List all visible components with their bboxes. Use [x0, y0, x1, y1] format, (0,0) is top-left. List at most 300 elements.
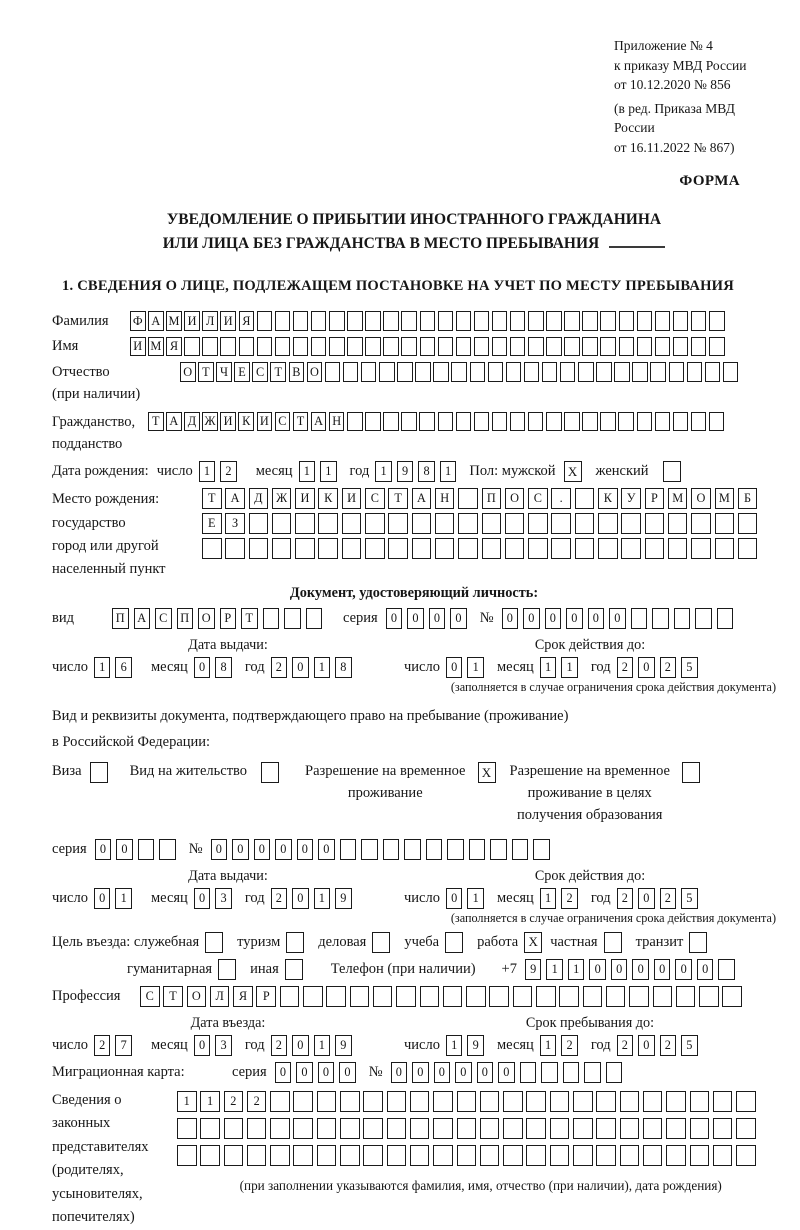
birth-year-digit-box[interactable]: 1 — [440, 461, 457, 482]
representative-char-box[interactable] — [690, 1145, 710, 1166]
citizenship-char-box[interactable]: И — [257, 412, 273, 432]
phone-digit-box[interactable]: 1 — [568, 959, 585, 980]
given-name-char-box[interactable]: Я — [166, 337, 182, 357]
surname-char-box[interactable] — [474, 311, 490, 331]
representative-char-box[interactable] — [480, 1091, 500, 1112]
doc-number-digit-box[interactable] — [652, 608, 669, 629]
phone-digit-box[interactable]: 0 — [611, 959, 628, 980]
residence-number-digit-box[interactable]: 0 — [232, 839, 249, 860]
representative-char-box[interactable] — [433, 1145, 453, 1166]
citizenship-char-box[interactable] — [600, 412, 616, 432]
doc-kind-char-box[interactable]: А — [134, 608, 151, 629]
doc-number-digit-box[interactable] — [631, 608, 648, 629]
doc-series-digit-box[interactable]: 0 — [450, 608, 467, 629]
residence-series-digit-box[interactable]: 0 — [95, 839, 112, 860]
migration-number-digit-box[interactable]: 0 — [498, 1062, 515, 1083]
entry-month-box[interactable]: 0 — [194, 1035, 211, 1056]
birth-place-char-box[interactable] — [202, 538, 222, 559]
birth-place-char-box[interactable] — [249, 513, 269, 534]
residence-number-digit-box[interactable] — [404, 839, 421, 860]
citizenship-char-box[interactable] — [383, 412, 399, 432]
representative-char-box[interactable] — [643, 1145, 663, 1166]
work-checkbox[interactable]: X — [524, 932, 542, 953]
surname-char-box[interactable]: А — [148, 311, 164, 331]
surname-char-box[interactable] — [673, 311, 689, 331]
given-name-char-box[interactable] — [220, 337, 236, 357]
doc-kind-char-box[interactable]: П — [177, 608, 194, 629]
surname-char-box[interactable] — [600, 311, 616, 331]
profession-char-box[interactable] — [629, 986, 649, 1007]
entry-year-box[interactable]: 2 — [271, 1035, 288, 1056]
identity-issue-year-box[interactable]: 8 — [335, 657, 352, 678]
representative-char-box[interactable] — [550, 1145, 570, 1166]
residence-permit-checkbox[interactable] — [261, 762, 279, 783]
citizenship-char-box[interactable] — [709, 412, 725, 432]
patronymic-char-box[interactable] — [578, 362, 594, 382]
representative-char-box[interactable]: 1 — [177, 1091, 197, 1112]
representative-char-box[interactable] — [690, 1091, 710, 1112]
birth-place-char-box[interactable] — [365, 513, 385, 534]
surname-char-box[interactable] — [365, 311, 381, 331]
surname-char-box[interactable] — [401, 311, 417, 331]
representative-char-box[interactable] — [526, 1118, 546, 1139]
identity-valid-year-box[interactable]: 0 — [638, 657, 655, 678]
patronymic-char-box[interactable] — [433, 362, 449, 382]
representative-char-box[interactable] — [620, 1118, 640, 1139]
patronymic-char-box[interactable]: Ч — [216, 362, 232, 382]
residence-issue-month-box[interactable]: 3 — [215, 888, 232, 909]
residence-valid-year-box[interactable]: 2 — [617, 888, 634, 909]
birth-place-char-box[interactable] — [598, 513, 618, 534]
birth-place-char-box[interactable] — [318, 513, 338, 534]
patronymic-char-box[interactable] — [632, 362, 648, 382]
birth-place-char-box[interactable]: Т — [388, 488, 408, 509]
residence-issue-month-box[interactable]: 0 — [194, 888, 211, 909]
patronymic-char-box[interactable] — [325, 362, 341, 382]
given-name-char-box[interactable] — [582, 337, 598, 357]
residence-valid-day-box[interactable]: 0 — [446, 888, 463, 909]
birth-place-char-box[interactable] — [738, 538, 758, 559]
representative-char-box[interactable] — [573, 1145, 593, 1166]
phone-digit-box[interactable]: 0 — [632, 959, 649, 980]
entry-month-box[interactable]: 3 — [215, 1035, 232, 1056]
citizenship-char-box[interactable]: К — [238, 412, 254, 432]
migration-number-digit-box[interactable]: 0 — [455, 1062, 472, 1083]
temporary-residence-checkbox[interactable]: X — [478, 762, 496, 783]
identity-valid-month-box[interactable]: 1 — [561, 657, 578, 678]
patronymic-char-box[interactable] — [705, 362, 721, 382]
tourism-checkbox[interactable] — [286, 932, 304, 953]
stay-year-box[interactable]: 2 — [660, 1035, 677, 1056]
given-name-char-box[interactable] — [510, 337, 526, 357]
residence-issue-year-box[interactable]: 1 — [314, 888, 331, 909]
residence-issue-year-box[interactable]: 9 — [335, 888, 352, 909]
citizenship-char-box[interactable]: А — [311, 412, 327, 432]
doc-number-digit-box[interactable]: 0 — [545, 608, 562, 629]
birth-year-digit-box[interactable]: 1 — [375, 461, 392, 482]
given-name-char-box[interactable] — [202, 337, 218, 357]
identity-valid-year-box[interactable]: 5 — [681, 657, 698, 678]
birth-place-char-box[interactable]: И — [295, 488, 315, 509]
surname-char-box[interactable] — [311, 311, 327, 331]
birth-place-char-box[interactable]: К — [598, 488, 618, 509]
doc-series-digit-box[interactable]: 0 — [429, 608, 446, 629]
citizenship-char-box[interactable]: И — [220, 412, 236, 432]
representative-char-box[interactable] — [317, 1091, 337, 1112]
patronymic-char-box[interactable] — [669, 362, 685, 382]
migration-number-digit-box[interactable] — [541, 1062, 558, 1083]
given-name-char-box[interactable] — [492, 337, 508, 357]
birth-place-char-box[interactable] — [645, 538, 665, 559]
patronymic-char-box[interactable]: Е — [234, 362, 250, 382]
surname-char-box[interactable]: Л — [202, 311, 218, 331]
residence-valid-month-box[interactable]: 2 — [561, 888, 578, 909]
doc-number-digit-box[interactable] — [695, 608, 712, 629]
patronymic-char-box[interactable] — [488, 362, 504, 382]
patronymic-char-box[interactable]: Т — [198, 362, 214, 382]
representative-char-box[interactable] — [457, 1091, 477, 1112]
citizenship-char-box[interactable]: Д — [184, 412, 200, 432]
given-name-char-box[interactable] — [709, 337, 725, 357]
birth-place-char-box[interactable] — [342, 538, 362, 559]
representative-char-box[interactable] — [200, 1118, 220, 1139]
residence-valid-year-box[interactable]: 0 — [638, 888, 655, 909]
birth-day-digit-box[interactable]: 1 — [199, 461, 216, 482]
given-name-char-box[interactable] — [456, 337, 472, 357]
profession-char-box[interactable] — [373, 986, 393, 1007]
entry-day-box[interactable]: 2 — [94, 1035, 111, 1056]
doc-kind-char-box[interactable] — [263, 608, 280, 629]
given-name-char-box[interactable] — [239, 337, 255, 357]
male-checkbox[interactable]: X — [564, 461, 582, 482]
representative-char-box[interactable] — [177, 1118, 197, 1139]
representative-char-box[interactable] — [690, 1118, 710, 1139]
representative-char-box[interactable] — [643, 1091, 663, 1112]
given-name-char-box[interactable] — [528, 337, 544, 357]
birth-month-digit-box[interactable]: 1 — [320, 461, 337, 482]
surname-char-box[interactable] — [347, 311, 363, 331]
surname-char-box[interactable] — [275, 311, 291, 331]
representative-char-box[interactable] — [573, 1118, 593, 1139]
residence-number-digit-box[interactable]: 0 — [275, 839, 292, 860]
doc-kind-char-box[interactable]: Р — [220, 608, 237, 629]
profession-char-box[interactable] — [653, 986, 673, 1007]
birth-place-char-box[interactable] — [412, 538, 432, 559]
representative-char-box[interactable] — [387, 1091, 407, 1112]
patronymic-char-box[interactable] — [524, 362, 540, 382]
migration-number-digit-box[interactable] — [584, 1062, 601, 1083]
patronymic-char-box[interactable] — [361, 362, 377, 382]
birth-place-char-box[interactable] — [621, 538, 641, 559]
profession-char-box[interactable]: О — [187, 986, 207, 1007]
representative-char-box[interactable] — [596, 1118, 616, 1139]
citizenship-char-box[interactable] — [474, 412, 490, 432]
representative-char-box[interactable] — [620, 1091, 640, 1112]
birth-place-char-box[interactable] — [388, 538, 408, 559]
birth-place-char-box[interactable]: Б — [738, 488, 758, 509]
birth-place-char-box[interactable] — [295, 513, 315, 534]
representative-char-box[interactable] — [340, 1091, 360, 1112]
given-name-char-box[interactable] — [365, 337, 381, 357]
patronymic-char-box[interactable] — [650, 362, 666, 382]
residence-number-digit-box[interactable] — [512, 839, 529, 860]
identity-valid-month-box[interactable]: 1 — [540, 657, 557, 678]
representative-char-box[interactable] — [363, 1091, 383, 1112]
given-name-char-box[interactable]: И — [130, 337, 146, 357]
patronymic-char-box[interactable] — [379, 362, 395, 382]
surname-char-box[interactable] — [582, 311, 598, 331]
doc-kind-char-box[interactable]: С — [155, 608, 172, 629]
citizenship-char-box[interactable] — [510, 412, 526, 432]
given-name-char-box[interactable] — [420, 337, 436, 357]
migration-number-digit-box[interactable] — [520, 1062, 537, 1083]
citizenship-char-box[interactable] — [419, 412, 435, 432]
residence-valid-year-box[interactable]: 2 — [660, 888, 677, 909]
given-name-char-box[interactable] — [184, 337, 200, 357]
stay-day-box[interactable]: 9 — [467, 1035, 484, 1056]
given-name-char-box[interactable]: М — [148, 337, 164, 357]
patronymic-char-box[interactable] — [596, 362, 612, 382]
representative-char-box[interactable] — [410, 1145, 430, 1166]
given-name-char-box[interactable] — [401, 337, 417, 357]
identity-issue-day-box[interactable]: 1 — [94, 657, 111, 678]
surname-char-box[interactable]: И — [220, 311, 236, 331]
phone-digit-box[interactable]: 0 — [654, 959, 671, 980]
doc-number-digit-box[interactable]: 0 — [566, 608, 583, 629]
doc-series-digit-box[interactable]: 0 — [407, 608, 424, 629]
stay-year-box[interactable]: 0 — [638, 1035, 655, 1056]
patronymic-char-box[interactable] — [723, 362, 739, 382]
migration-number-digit-box[interactable]: 0 — [412, 1062, 429, 1083]
birth-place-char-box[interactable]: К — [318, 488, 338, 509]
representative-char-box[interactable] — [666, 1118, 686, 1139]
birth-place-char-box[interactable]: О — [505, 488, 525, 509]
residence-valid-month-box[interactable]: 1 — [540, 888, 557, 909]
citizenship-char-box[interactable] — [582, 412, 598, 432]
birth-place-char-box[interactable]: М — [668, 488, 688, 509]
representative-char-box[interactable] — [666, 1145, 686, 1166]
representative-char-box[interactable] — [596, 1145, 616, 1166]
residence-number-digit-box[interactable] — [533, 839, 550, 860]
study-checkbox[interactable] — [445, 932, 463, 953]
surname-char-box[interactable] — [383, 311, 399, 331]
birth-place-char-box[interactable] — [668, 513, 688, 534]
representative-char-box[interactable] — [247, 1118, 267, 1139]
birth-place-char-box[interactable] — [342, 513, 362, 534]
surname-char-box[interactable] — [546, 311, 562, 331]
birth-place-char-box[interactable]: С — [528, 488, 548, 509]
migration-number-digit-box[interactable]: 0 — [434, 1062, 451, 1083]
patronymic-char-box[interactable] — [451, 362, 467, 382]
representative-char-box[interactable] — [293, 1145, 313, 1166]
representative-char-box[interactable] — [363, 1145, 383, 1166]
given-name-char-box[interactable] — [347, 337, 363, 357]
citizenship-char-box[interactable]: Н — [329, 412, 345, 432]
birth-month-digit-box[interactable]: 1 — [299, 461, 316, 482]
representative-char-box[interactable] — [340, 1118, 360, 1139]
representative-char-box[interactable]: 2 — [224, 1091, 244, 1112]
patronymic-char-box[interactable] — [542, 362, 558, 382]
citizenship-char-box[interactable] — [347, 412, 363, 432]
birth-place-char-box[interactable] — [458, 513, 478, 534]
birth-place-char-box[interactable] — [668, 538, 688, 559]
residence-number-digit-box[interactable] — [340, 839, 357, 860]
birth-place-char-box[interactable] — [435, 538, 455, 559]
migration-series-digit-box[interactable]: 0 — [318, 1062, 335, 1083]
representative-char-box[interactable] — [480, 1118, 500, 1139]
representative-char-box[interactable] — [526, 1091, 546, 1112]
surname-char-box[interactable] — [257, 311, 273, 331]
birth-place-char-box[interactable] — [412, 513, 432, 534]
birth-place-char-box[interactable] — [458, 488, 478, 509]
representative-char-box[interactable] — [410, 1118, 430, 1139]
representative-char-box[interactable] — [713, 1091, 733, 1112]
patronymic-char-box[interactable] — [470, 362, 486, 382]
birth-place-char-box[interactable]: . — [551, 488, 571, 509]
citizenship-char-box[interactable]: Т — [293, 412, 309, 432]
citizenship-char-box[interactable] — [655, 412, 671, 432]
birth-place-char-box[interactable]: О — [691, 488, 711, 509]
entry-year-box[interactable]: 1 — [314, 1035, 331, 1056]
representative-char-box[interactable] — [433, 1091, 453, 1112]
phone-digit-box[interactable]: 0 — [675, 959, 692, 980]
stay-month-box[interactable]: 1 — [540, 1035, 557, 1056]
migration-number-digit-box[interactable]: 0 — [391, 1062, 408, 1083]
given-name-char-box[interactable] — [474, 337, 490, 357]
birth-place-char-box[interactable]: П — [482, 488, 502, 509]
given-name-char-box[interactable] — [383, 337, 399, 357]
profession-char-box[interactable] — [303, 986, 323, 1007]
profession-char-box[interactable] — [280, 986, 300, 1007]
migration-series-digit-box[interactable]: 0 — [296, 1062, 313, 1083]
citizenship-char-box[interactable] — [564, 412, 580, 432]
patronymic-char-box[interactable]: С — [252, 362, 268, 382]
residence-valid-day-box[interactable]: 1 — [467, 888, 484, 909]
transit-checkbox[interactable] — [689, 932, 707, 953]
birth-place-char-box[interactable] — [435, 513, 455, 534]
birth-place-char-box[interactable] — [272, 513, 292, 534]
citizenship-char-box[interactable] — [673, 412, 689, 432]
phone-digit-box[interactable]: 9 — [525, 959, 542, 980]
profession-char-box[interactable] — [699, 986, 719, 1007]
surname-char-box[interactable]: Ф — [130, 311, 146, 331]
patronymic-char-box[interactable] — [560, 362, 576, 382]
given-name-char-box[interactable] — [293, 337, 309, 357]
residence-number-digit-box[interactable] — [469, 839, 486, 860]
identity-valid-day-box[interactable]: 1 — [467, 657, 484, 678]
representative-char-box[interactable] — [526, 1145, 546, 1166]
residence-series-digit-box[interactable]: 0 — [116, 839, 133, 860]
profession-char-box[interactable] — [559, 986, 579, 1007]
female-checkbox[interactable] — [663, 461, 681, 482]
profession-char-box[interactable] — [489, 986, 509, 1007]
surname-char-box[interactable]: Я — [239, 311, 255, 331]
representative-char-box[interactable] — [387, 1145, 407, 1166]
representative-char-box[interactable] — [736, 1118, 756, 1139]
entry-year-box[interactable]: 9 — [335, 1035, 352, 1056]
surname-char-box[interactable] — [456, 311, 472, 331]
representative-char-box[interactable] — [224, 1118, 244, 1139]
birth-place-char-box[interactable] — [295, 538, 315, 559]
representative-char-box[interactable] — [293, 1091, 313, 1112]
doc-kind-char-box[interactable]: Т — [241, 608, 258, 629]
profession-char-box[interactable]: Р — [256, 986, 276, 1007]
profession-char-box[interactable]: С — [140, 986, 160, 1007]
doc-kind-char-box[interactable]: П — [112, 608, 129, 629]
representative-char-box[interactable] — [247, 1145, 267, 1166]
citizenship-char-box[interactable] — [456, 412, 472, 432]
given-name-char-box[interactable] — [546, 337, 562, 357]
citizenship-char-box[interactable] — [492, 412, 508, 432]
residence-number-digit-box[interactable]: 0 — [211, 839, 228, 860]
birth-place-char-box[interactable] — [738, 513, 758, 534]
profession-char-box[interactable]: Я — [233, 986, 253, 1007]
representative-char-box[interactable] — [643, 1118, 663, 1139]
birth-place-char-box[interactable]: А — [412, 488, 432, 509]
migration-number-digit-box[interactable] — [606, 1062, 623, 1083]
given-name-char-box[interactable] — [619, 337, 635, 357]
profession-char-box[interactable] — [443, 986, 463, 1007]
business-checkbox[interactable] — [372, 932, 390, 953]
given-name-char-box[interactable] — [600, 337, 616, 357]
representative-char-box[interactable] — [433, 1118, 453, 1139]
birth-place-char-box[interactable]: А — [225, 488, 245, 509]
profession-char-box[interactable] — [536, 986, 556, 1007]
residence-number-digit-box[interactable]: 0 — [254, 839, 271, 860]
humanitarian-checkbox[interactable] — [218, 959, 236, 980]
profession-char-box[interactable] — [513, 986, 533, 1007]
representative-char-box[interactable] — [457, 1145, 477, 1166]
representative-char-box[interactable] — [736, 1145, 756, 1166]
representative-char-box[interactable] — [480, 1145, 500, 1166]
citizenship-char-box[interactable] — [528, 412, 544, 432]
patronymic-char-box[interactable] — [614, 362, 630, 382]
representative-char-box[interactable]: 2 — [247, 1091, 267, 1112]
profession-char-box[interactable] — [350, 986, 370, 1007]
residence-number-digit-box[interactable]: 0 — [297, 839, 314, 860]
surname-char-box[interactable] — [329, 311, 345, 331]
representative-char-box[interactable] — [363, 1118, 383, 1139]
surname-char-box[interactable] — [709, 311, 725, 331]
identity-valid-day-box[interactable]: 0 — [446, 657, 463, 678]
surname-char-box[interactable] — [492, 311, 508, 331]
given-name-char-box[interactable] — [673, 337, 689, 357]
representative-char-box[interactable] — [270, 1091, 290, 1112]
migration-series-digit-box[interactable]: 0 — [275, 1062, 292, 1083]
doc-kind-char-box[interactable] — [306, 608, 323, 629]
doc-number-digit-box[interactable]: 0 — [502, 608, 519, 629]
birth-place-char-box[interactable]: Д — [249, 488, 269, 509]
representative-char-box[interactable] — [457, 1118, 477, 1139]
surname-char-box[interactable] — [564, 311, 580, 331]
citizenship-char-box[interactable]: С — [275, 412, 291, 432]
identity-issue-month-box[interactable]: 0 — [194, 657, 211, 678]
identity-issue-day-box[interactable]: 6 — [115, 657, 132, 678]
given-name-char-box[interactable] — [329, 337, 345, 357]
given-name-char-box[interactable] — [257, 337, 273, 357]
surname-char-box[interactable]: М — [166, 311, 182, 331]
patronymic-char-box[interactable] — [343, 362, 359, 382]
residence-number-digit-box[interactable] — [361, 839, 378, 860]
birth-place-char-box[interactable] — [551, 513, 571, 534]
surname-char-box[interactable] — [420, 311, 436, 331]
residence-issue-year-box[interactable]: 0 — [292, 888, 309, 909]
birth-place-char-box[interactable] — [272, 538, 292, 559]
surname-char-box[interactable]: И — [184, 311, 200, 331]
migration-number-digit-box[interactable] — [563, 1062, 580, 1083]
citizenship-char-box[interactable] — [438, 412, 454, 432]
representative-char-box[interactable] — [177, 1145, 197, 1166]
